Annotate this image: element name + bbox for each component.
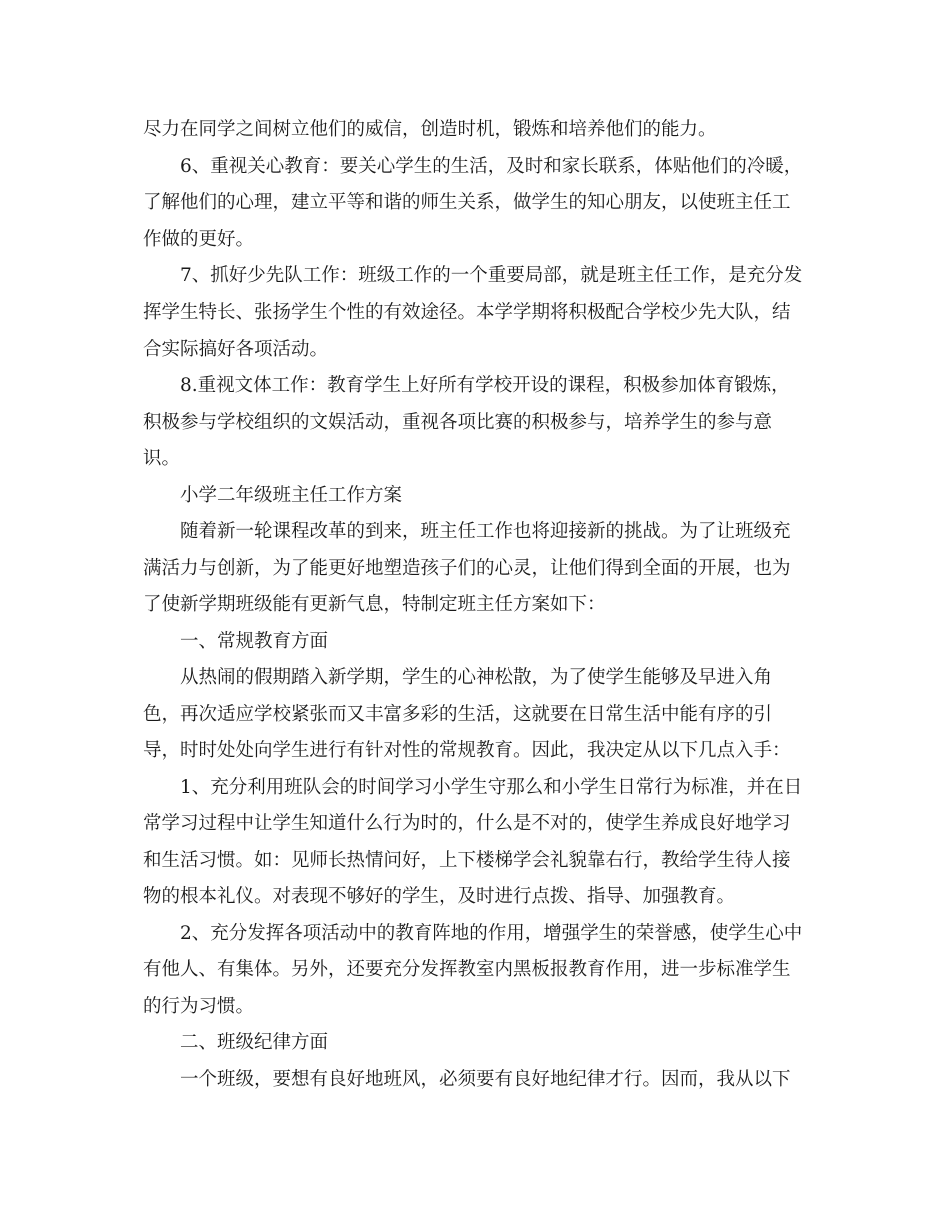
paragraph-line: 随着新一轮课程改革的到来，班主任工作也将迎接新的挑战。为了让班级充 [180, 521, 791, 542]
paragraph-line: 色，再次适应学校紧张而又丰富多彩的生活，这就要在日常生活中能有序的引 [143, 704, 773, 725]
paragraph-line: 2、充分发挥各项活动中的教育阵地的作用，增强学生的荣誉感，使学生心中 [180, 923, 803, 944]
section-heading: 一、常规教育方面 [180, 631, 329, 652]
paragraph-line: 有他人、有集体。另外，还要充分发挥教室内黑板报教育作用，进一步标准学生 [143, 959, 791, 980]
paragraph-line: 满活力与创新，为了能更好地塑造孩子们的心灵，让他们得到全面的开展，也为 [143, 558, 791, 579]
paragraph-line: 了使新学期班级能有更新气息，特制定班主任方案如下： [143, 594, 606, 615]
paragraph-line: 一个班级，要想有良好地班风，必须要有良好地纪律才行。因而，我从以下 [180, 1069, 791, 1090]
paragraph-line: 了解他们的心理，建立平等和谐的师生关系，做学生的知心朋友，以使班主任工 [143, 192, 791, 213]
paragraph-line: 的行为习惯。 [143, 996, 255, 1017]
section-heading: 二、班级纪律方面 [180, 1032, 329, 1053]
paragraph-line: 积极参与学校组织的文娱活动，重视各项比赛的积极参与，培养学生的参与意 [143, 412, 773, 433]
paragraph-line: 物的根本礼仪。对表现不够好的学生，及时进行点拨、指导、加强教育。 [143, 886, 736, 907]
paragraph-line: 合实际搞好各项活动。 [143, 339, 329, 360]
paragraph-line: 和生活习惯。如：见师长热情问好，上下楼梯学会礼貌靠右行，教给学生待人接 [143, 850, 791, 871]
paragraph-line: 6、重视关心教育：要关心学生的生活，及时和家长联系，体贴他们的冷暖， [180, 156, 803, 177]
section-title: 小学二年级班主任工作方案 [180, 485, 403, 506]
paragraph-line: 7、抓好少先队工作：班级工作的一个重要局部，就是班主任工作，是充分发 [180, 265, 803, 286]
paragraph-line: 1、充分利用班队会的时间学习小学生守那么和小学生日常行为标准，并在日 [180, 777, 803, 798]
paragraph-line: 常学习过程中让学生知道什么行为时的，什么是不对的，使学生养成良好地学习 [143, 813, 791, 834]
paragraph-line: 作做的更好。 [143, 229, 255, 250]
paragraph-line: 从热闹的假期踏入新学期，学生的心神松散，为了使学生能够及早进入角 [180, 667, 773, 688]
paragraph-line: 导，时时处处向学生进行有针对性的常规教育。因此，我决定从以下几点入手： [143, 740, 791, 761]
paragraph-line: 尽力在同学之间树立他们的威信，创造时机，锻炼和培养他们的能力。 [143, 119, 717, 140]
paragraph-line: 识。 [143, 448, 181, 469]
paragraph-line: 8.重视文体工作：教育学生上好所有学校开设的课程，积极参加体育锻炼， [180, 375, 790, 396]
paragraph-line: 挥学生特长、张扬学生个性的有效途径。本学学期将积极配合学校少先大队，结 [143, 302, 791, 323]
